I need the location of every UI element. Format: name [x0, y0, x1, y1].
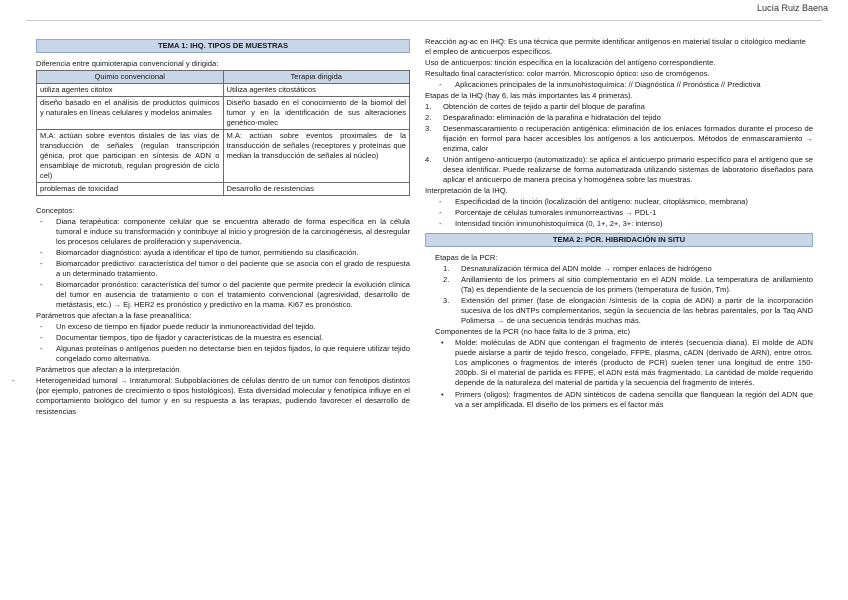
aplicaciones-list — [425, 80, 813, 90]
item-number: 2. — [425, 113, 432, 123]
item-text: Extensión del primer (fase de elongación /síntesis de la copia de ADN) a partir de la incorporación sucesiva de los dNTPs complementarios, según la secuencia de las hebras parentales, por la Taq AND Polimersa → de una secuencia tendrás muchas más. — [461, 296, 813, 326]
list-item: - Intensidad tinción inmunohistoquímica (0, 1+, 2+, 3+: intenso) — [435, 219, 813, 229]
list-item: - Biomarcador pronóstico: característica del tumor o del paciente que permite predecir la evolución clínica del tumor en ausencia de tratamiento o con el tratamiento convencional (agresividad, desarrollo de metástasis, etc.) → Ej. HER2 es pronóstico y predictivo en la mama. Ki67 es pronóstico. — [36, 280, 410, 310]
table-caption: Diferencia entre quimioterapia convencional y dirigida: — [36, 59, 219, 69]
preanalitica-list — [36, 322, 410, 364]
table-row — [37, 84, 410, 97]
list-item — [425, 264, 813, 274]
item-text: Obtención de cortes de tejido a partir del bloque de parafina — [443, 102, 645, 112]
list-item — [425, 124, 813, 154]
table-row — [37, 183, 410, 196]
item-number: 4. — [425, 155, 432, 165]
list-item: - Diana terapéutica: componente celular que se encuentra alterado de forma específica en la célula tumoral e induce su transformación y contribuye al inicio y progresión de la carcinogénesis, al desregular los procesos celulares de proliferación y supervivencia. — [36, 217, 410, 247]
list-item: - Biomarcador diagnóstico: ayuda a identificar el tipo de tumor, permitiendo su clasificación. — [36, 248, 410, 258]
list-item — [425, 275, 813, 295]
list-item: - Porcentaje de células tumorales inmunorreactivas → PDL-1 — [435, 208, 813, 218]
table-row — [37, 130, 410, 183]
list-item — [425, 113, 813, 123]
header-rule — [26, 20, 822, 21]
table-header-cell: Terapia dirigida — [223, 71, 410, 84]
list-item: - Biomarcador predictivo: característica del tumor o del paciente que se asocia con el grado de respuesta a un determinado tratamiento. — [36, 259, 410, 279]
item-number: 2. — [443, 275, 450, 285]
reaccion-paragraph: Reacción ag-ac en IHQ: Es una técnica que permite identificar antígenos en material tisular o citológico mediante el empleo de anticuerpos específicos. — [425, 37, 806, 57]
table-cell: problemas de toxicidad — [37, 183, 224, 196]
tema2-heading: TEMA 2: PCR. HIBRIDACIÓN IN SITU — [425, 233, 813, 247]
table-cell: Desarrollo de resistencias — [223, 183, 410, 196]
item-text: Desenmascaramiento o recuperación antigénica: eliminación de los enlaces formados durante el proceso de fijación en formol para hacer accesibles los antígenos a los anticuerpos. Métodos de enmascaramiento → enzima, calor — [443, 124, 813, 154]
author-name: Lucía Ruiz Baena — [756, 3, 828, 13]
item-number: 3. — [443, 296, 450, 306]
list-item: - Heterogeneidad tumoral → Intratumoral: Subpoblaciones de células dentro de un tumor con fenotipos distintos (por ejemplo, patrones de crecimiento o tipos histológicos). Esta diversidad molecular y fenotípica influye en el comportamiento biológico del tumor y en su respuesta a las terapias, pudiendo favorecer el desarrollo de resistencias — [10, 376, 410, 416]
item-number: 3. — [425, 124, 432, 134]
list-item — [425, 102, 813, 112]
table-row — [37, 97, 410, 130]
table-header-cell: Quimio convencional — [37, 71, 224, 84]
table-cell: Utiliza agentes citostáticos — [223, 84, 410, 97]
item-number: 1. — [425, 102, 432, 112]
tema1-heading: TEMA 1: IHQ. TIPOS DE MUESTRAS — [36, 39, 410, 53]
resultado-paragraph: Resultado final característico: color marrón. Microscopio óptico: uso de cromógenos. — [425, 69, 710, 79]
table-cell: M.A: actúan sobre eventos proximales de la transducción de señales (receptores y proteínas que median la transducción de señales al núcleo) — [223, 130, 410, 183]
list-item: - Algunas proteínas o antígenos pueden no detectarse bien en tejidos fijados, lo que requiere utilizar tejido congelado como alternativa. — [36, 344, 410, 364]
table-header-row — [37, 71, 410, 84]
componentes-list — [425, 338, 813, 409]
comparison-table — [36, 70, 410, 196]
list-item: - Documentar tiempos, tipo de fijador y características de la muestra es esencial. — [36, 333, 410, 343]
list-item — [425, 155, 813, 185]
list-item: • Primers (oligos): fragmentos de ADN sintéticos de cadena sencilla que flanquean la región del ADN que va a ser amplificada. El diseño de los primers es el factor más — [435, 390, 813, 410]
etapas-ihq-title: Etapas de la IHQ (hay 6, las más importantes las 4 primeras). — [425, 91, 633, 101]
list-item: - Especificidad de la tinción (localización del antígeno: nuclear, citoplásmico, membrana) — [435, 197, 813, 207]
table-cell: M.A: actúan sobre eventos distales de las vías de transducción de señales (regulan transcripción génica, prot que participan en síntesis de ADN o ensamblaje de microtub, regulan progresión de ciclo cel) — [37, 130, 224, 183]
etapas-ihq-list — [425, 102, 813, 185]
conceptos-list — [36, 217, 410, 310]
right-column — [425, 37, 813, 411]
item-number: 1. — [443, 264, 450, 274]
left-column — [36, 37, 410, 418]
list-item: - Un exceso de tiempo en fijador puede reducir la inmunoreactividad del tejido. — [36, 322, 410, 332]
etapas-pcr-list — [425, 264, 813, 326]
interpretacion-list — [10, 376, 410, 416]
list-item: • Molde: moléculas de ADN que contengan el fragmento de interés (secuencia diana). El molde de ADN puede aislarse a partir de tejido fresco, congelado, FFPE, plasma, cADN (derivado de ARN), entre otros. Los amplicones o fragmentos de interés (producto de PCR) suelen tener una longitud de entre 150- 200pb. Si el material de partida es FFPE, el ADN está más fragmentado. La cantidad de molde requerido depende de la naturaleza del material de partida y la secuencia del fragmento de interés. — [435, 338, 813, 388]
interpretacion-title: Parámetros que afectan a la interpretación. — [36, 365, 182, 375]
uso-paragraph: Uso de anticuerpos: tinción específica en la localización del antígeno correspondiente. — [425, 58, 716, 68]
table-cell: Diseño basado en el conocimiento de la biomol del tumor y en la identificación de sus alteraciones genético-molec — [223, 97, 410, 130]
table-cell: diseño basado en el análisis de productos químicos y naturales en líneas celulares y modelos animales — [37, 97, 224, 130]
list-item: - Aplicaciones principales de la inmunohistoquímica: // Diagnóstica // Pronóstica // Predictiva — [435, 80, 813, 90]
table-cell: utiliza agentes citotox — [37, 84, 224, 97]
preanalitica-title: Parámetros que afectan a la fase preanalítica: — [36, 311, 192, 321]
item-text: Unión antígeno-anticuerpo (automatizado): se aplica el anticuerpo primario específico para el antígeno que se desea identificar. Puede realizarse de forma automatizada utilizando sistemas de laboratorio diseñados para aplicar el anticuerpo de manera precisa y homogénea sobre las muestras. — [443, 155, 813, 185]
conceptos-title: Conceptos: — [36, 206, 75, 216]
item-text: Anillamiento de los primers al sitio complementario en el ADN molde. La temperatura de anillamiento (Ta) es dependiente de la secuencia de los primers (temperatura de fusión, Tm). — [461, 275, 813, 295]
item-text: Desnaturalización térmica del ADN molde → romper enlaces de hidrógeno — [461, 264, 712, 274]
interpretacion-ihq-title: Interpretación de la IHQ. — [425, 186, 508, 196]
item-text: Desparafinado: eliminación de la parafina e hidratación del tejido — [443, 113, 661, 123]
componentes-title: Componentes de la PCR (no hace falta lo de 3 prima, etc) — [435, 327, 631, 337]
etapas-pcr-title: Etapas de la PCR: — [435, 253, 498, 263]
list-item — [425, 296, 813, 326]
interpretacion-ihq-list — [425, 197, 813, 229]
